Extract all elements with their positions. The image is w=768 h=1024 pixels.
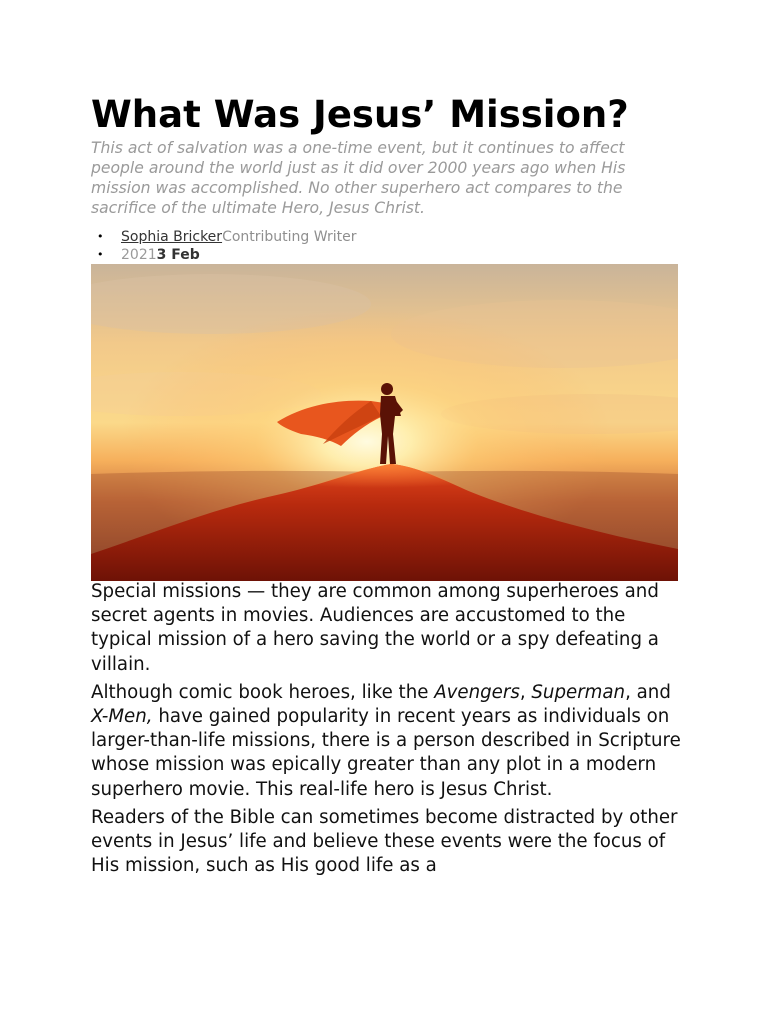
article-subtitle: This act of salvation was a one-time event, but it continues to affect people around the world just as it did over 2000 years ago when His mission was accomplished. No other superhero act compares to the sacrifice of the ultimate Hero, Jesus Christ. xyxy=(91,139,626,217)
title-xmen: X-Men, xyxy=(91,706,153,728)
author-link[interactable]: Sophia Bricker xyxy=(121,229,223,245)
paragraph-text: , and xyxy=(625,681,671,703)
date-item xyxy=(91,246,356,264)
paragraph: Special missions — they are common among superheroes and secret agents in movies. Audiences are accustomed to the typical mission of a hero saving the world or a spy defeating a villain. xyxy=(91,581,659,675)
paragraph: Readers of the Bible can sometimes become distracted by other events in Jesus’ life and believe these events were the focus of His mission, such as His good life as a xyxy=(91,806,678,877)
date-year: 2021 xyxy=(121,247,157,263)
author-role: Contributing Writer xyxy=(222,229,357,245)
paragraph xyxy=(91,681,683,802)
title-avengers: Avengers xyxy=(434,681,520,703)
bullet-icon: • xyxy=(97,230,104,243)
paragraph-text: Although comic book heroes, like the xyxy=(91,681,435,703)
article-meta xyxy=(91,228,356,264)
hero-image xyxy=(91,264,678,581)
paragraph-text: , xyxy=(519,681,532,703)
article-body xyxy=(91,580,683,882)
paragraph-text: have gained popularity in recent years as individuals on larger-than-life missions, there is a person described in Scripture whose mission was epically greater than any plot in a modern superhero movie. This real-life hero is Jesus Christ. xyxy=(91,706,681,800)
bullet-icon: • xyxy=(97,248,104,261)
title-superman: Superman xyxy=(531,681,626,703)
date-day: 3 Feb xyxy=(156,247,200,263)
author-item xyxy=(91,228,356,246)
article-title: What Was Jesus’ Mission? xyxy=(91,93,629,136)
